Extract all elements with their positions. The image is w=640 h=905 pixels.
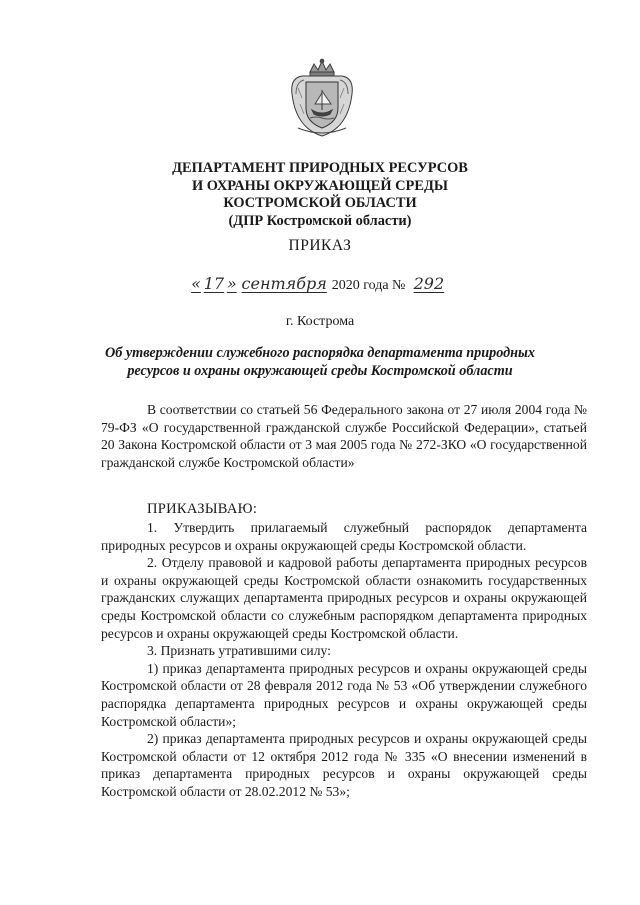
city: г. Кострома (285, 314, 355, 329)
order-item: 1. Утвердить прилагаемый служебный распорядок департамента природных ресурсов и охраны окружающей среды Костромской области. (101, 519, 587, 553)
order-subject: Об утверждении служебного распорядка департамента природных ресурсов и охраны окружающей среды Костромской области (104, 345, 535, 379)
date-close-quote: » (226, 274, 237, 293)
preamble: В соответствии со статьей 56 Федерального закона от 27 июля 2004 года № 79-ФЗ «О государственной гражданской службе Российской Федерации», статьей 20 Закона Костромской области от 3 мая 2005 года № 272-ЗКО «О государственной гражданской службе Костромской области» (101, 402, 587, 470)
order-item: 3. Признать утратившими силу: (147, 643, 331, 659)
date-month: сентября (241, 274, 327, 293)
document-type: ПРИКАЗ (288, 237, 352, 254)
date-open-quote: « (191, 274, 201, 293)
org-name-line-1: ДЕПАРТАМЕНТ ПРИРОДНЫХ РЕСУРСОВ (172, 160, 468, 176)
order-subitem: 1) приказ департамента природных ресурсов и охраны окружающей среды Костромской области от 28 февраля 2012 года № 53 «Об утверждении служебного распорядка департамента природных ресурсов и охраны окружающей среды Костромской области»; (101, 660, 587, 729)
organization-header (0, 160, 640, 230)
date-day: 17 (203, 274, 225, 293)
org-name-line-3: КОСТРОМСКОЙ ОБЛАСТИ (223, 195, 417, 211)
document-body (101, 401, 587, 800)
order-number: 292 (413, 274, 445, 293)
order-date-line (0, 274, 640, 294)
order-subitem: 2) приказ департамента природных ресурсов и охраны окружающей среды Костромской области от 12 октября 2012 года № 335 «О внесении изменений в приказ департамента природных ресурсов и охраны окружающей среды Костромской области от 28.02.2012 № 53»; (101, 731, 587, 799)
date-year-text: 2020 года № (331, 278, 406, 293)
org-name-line-2: И ОХРАНЫ ОКРУЖАЮЩЕЙ СРЕДЫ (192, 177, 448, 194)
org-short-name: (ДПР Костромской области) (228, 212, 412, 229)
coat-of-arms-icon (288, 58, 356, 138)
order-item: 2. Отделу правовой и кадровой работы департамента природных ресурсов и охраны окружающей среды Костромской области ознакомить государственных гражданских служащих департамента природных ресурсов и охраны окружающей среды Костромской области со служебным распорядком департамента природных ресурсов и охраны окружающей среды Костромской области. (101, 555, 587, 641)
order-word: ПРИКАЗЫВАЮ: (147, 501, 258, 518)
